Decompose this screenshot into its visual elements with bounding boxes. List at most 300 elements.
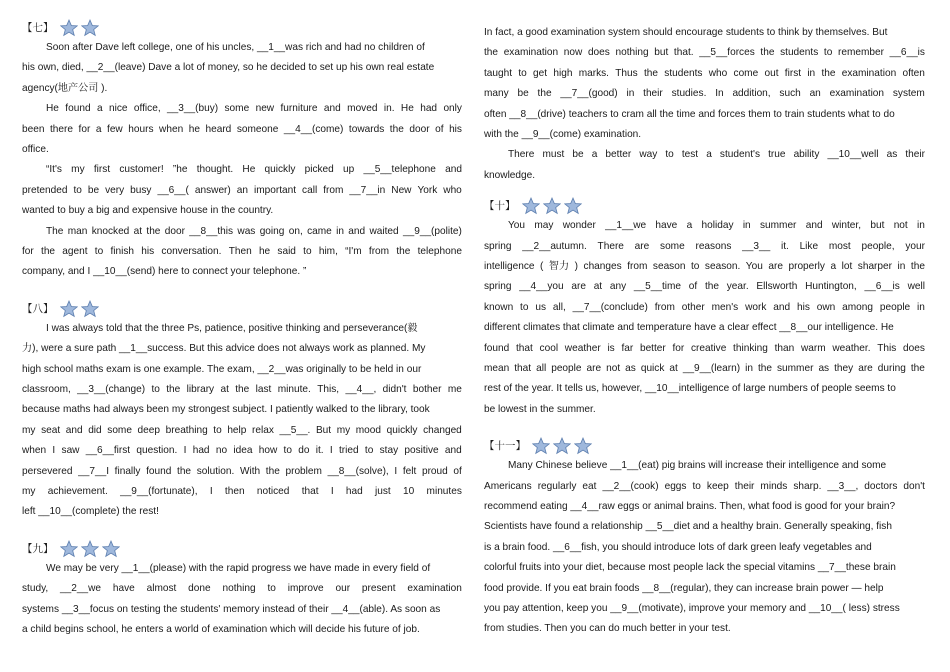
word: other — [681, 301, 705, 313]
word: __9__(fortunate), — [120, 486, 198, 497]
word: an — [809, 88, 821, 100]
word: __6__( — [157, 184, 189, 196]
word: doctors — [864, 480, 898, 492]
word: examination — [503, 47, 559, 59]
word: York — [417, 184, 438, 196]
word: sharp. — [793, 480, 822, 492]
text-line: from studies. Then you can do much better in your test. — [484, 623, 731, 635]
word: only — [443, 103, 462, 115]
text-line — [484, 299, 925, 317]
word: persevered — [22, 465, 73, 477]
word: help — [227, 424, 247, 436]
word: __7__(good) — [560, 88, 618, 100]
word: year. — [726, 281, 749, 293]
word: his — [449, 123, 462, 135]
word: proud — [421, 465, 448, 477]
word: better — [639, 342, 666, 354]
word: way — [639, 149, 658, 161]
word: tried — [338, 445, 359, 457]
text-line — [484, 85, 925, 103]
word: that — [514, 363, 532, 374]
word: examination — [829, 88, 885, 100]
word: positive — [404, 445, 439, 457]
word: 智力 — [548, 261, 570, 272]
word: examination — [407, 583, 462, 595]
word: a — [96, 103, 103, 115]
text-line: food provide. If you eat brain foods __8__(regular), they can increase brain power — help — [484, 582, 884, 594]
text-line — [484, 146, 925, 164]
word: __8__(solve), — [327, 465, 389, 477]
star-icon — [102, 540, 120, 558]
word: I — [183, 445, 187, 457]
word: properly — [788, 261, 825, 272]
word: mood — [355, 424, 382, 436]
word: to — [283, 445, 292, 457]
word: pretended — [22, 184, 68, 196]
text-line: rest of the year. It tells us, however, __10__intelligence of large numbers of people seems to — [484, 383, 896, 395]
word: __4__, — [345, 384, 377, 395]
word: most — [828, 240, 851, 252]
word: __5__forces — [699, 47, 755, 59]
word: are — [586, 363, 602, 374]
word: for — [78, 123, 91, 135]
text-line — [484, 278, 925, 296]
word: people — [551, 363, 582, 374]
word: warm — [800, 342, 826, 354]
word: ”he — [172, 164, 188, 176]
word: changed — [423, 424, 462, 436]
word: __9__(polite) — [402, 225, 462, 237]
text-line: company, and I __10__(send) here to connect your telephone. ” — [22, 266, 307, 278]
text-line: 力), were a sure path __1__success. But this advice does not always work as planned. My — [22, 343, 426, 355]
word: is — [607, 342, 615, 354]
word: With — [239, 465, 261, 477]
word: almost — [146, 583, 177, 595]
text-line — [22, 182, 462, 200]
word: the — [166, 384, 181, 395]
word: minds — [760, 480, 788, 492]
word: I — [52, 445, 56, 457]
word: busy — [130, 184, 152, 196]
word: was — [237, 225, 256, 237]
word: __9__(learn) — [682, 363, 741, 374]
word: system — [892, 88, 925, 100]
word: __1__we — [605, 220, 647, 232]
word: any — [609, 281, 627, 293]
word: all — [536, 363, 547, 374]
word: office, — [133, 103, 161, 115]
word: true — [768, 149, 786, 161]
word: quickly — [386, 424, 418, 436]
word: important — [253, 184, 297, 196]
text-line — [22, 463, 462, 481]
word: There — [508, 149, 535, 161]
word: bother — [412, 384, 442, 395]
star-icon — [81, 300, 99, 318]
word: and — [444, 445, 462, 457]
word: and — [65, 424, 83, 436]
word: He — [400, 103, 414, 115]
word: be — [517, 88, 529, 100]
word: season — [652, 261, 686, 272]
text-line — [484, 478, 925, 496]
word: In — [715, 88, 724, 100]
section-title-jiu — [22, 538, 120, 560]
word: that. — [673, 47, 694, 59]
text-line: colorful fruits into your diet, because most people lack the special vitamins __7__these brain — [484, 562, 896, 574]
word: does — [903, 342, 925, 354]
word: study, — [22, 583, 49, 595]
text-line: because maths had always been my strongest subject. I patiently walked to the library, took — [22, 404, 430, 416]
word: and — [348, 225, 366, 237]
word: come — [733, 67, 759, 79]
word: saw — [61, 445, 80, 457]
word: my — [22, 424, 36, 436]
word: students — [780, 47, 819, 59]
word: him, — [318, 246, 338, 257]
word: few — [107, 123, 123, 135]
word: __4__(come) — [283, 123, 344, 135]
word: to — [94, 246, 104, 257]
word: now — [563, 47, 583, 59]
word: __7__in — [349, 184, 386, 196]
text-line — [484, 65, 925, 83]
word: who — [443, 184, 462, 196]
word: quickly — [264, 164, 296, 176]
word: to — [520, 301, 529, 313]
text-line: with the __9__(come) examination. — [484, 129, 642, 140]
text-line: We may be very __1__(please) with the rapid progress we have made in every field of — [46, 562, 431, 574]
word: had — [192, 445, 210, 457]
word: to — [213, 424, 222, 436]
word: at — [220, 384, 229, 395]
text-line: I was always told that the three Ps, patience, positive thinking and perseverance(毅 — [46, 322, 418, 334]
word: season. — [704, 261, 741, 272]
word: often — [902, 67, 925, 79]
word: to — [364, 445, 374, 457]
word: relax — [252, 424, 274, 436]
word: out — [764, 67, 779, 79]
word: a — [830, 261, 837, 272]
word: __3__(change) — [77, 384, 146, 395]
word: do — [298, 445, 310, 457]
word: __7__(conclude) — [572, 301, 648, 313]
word: are — [768, 261, 783, 272]
word: of — [688, 281, 698, 293]
word: the — [396, 246, 411, 257]
word: and — [773, 301, 791, 313]
word: I — [329, 445, 333, 457]
word: __4__you — [519, 281, 564, 293]
star-icon — [574, 437, 592, 455]
word: us — [535, 301, 546, 313]
word: quick — [640, 363, 665, 374]
word: are — [858, 363, 873, 374]
word: __6__is — [864, 281, 900, 293]
word: __6__is — [889, 47, 925, 59]
word: from — [368, 246, 390, 257]
text-line — [22, 161, 462, 179]
word: This — [877, 342, 897, 354]
word: a — [95, 123, 102, 135]
word: 10 — [403, 486, 415, 497]
text-line: you pay attention, keep you __9__(motivate), improve your memory and __10__( less) stress — [484, 603, 900, 614]
word: library — [186, 384, 215, 395]
word: how — [258, 445, 278, 457]
word: and — [323, 103, 341, 115]
word: changes — [583, 261, 622, 272]
word: to — [73, 184, 82, 196]
word: in. — [383, 103, 395, 115]
word: had — [345, 486, 363, 497]
word: in — [917, 301, 925, 313]
word: New — [391, 184, 412, 196]
text-line — [22, 442, 462, 460]
word: sharper — [857, 261, 893, 272]
word: of — [453, 465, 462, 477]
word: someone — [236, 123, 279, 135]
word: __5__time — [633, 281, 682, 293]
section-title-ba — [22, 298, 99, 320]
word: thinking — [733, 342, 768, 354]
word: students — [664, 67, 703, 79]
word: very — [105, 184, 125, 196]
word: But — [315, 424, 332, 436]
word: been — [22, 123, 45, 135]
word: classroom, — [22, 384, 71, 395]
text-line: a child begins school, he enters a world of examination which will decide his future of job. — [22, 624, 420, 635]
word: taught — [484, 67, 513, 79]
word: __10__well — [827, 149, 879, 161]
word: their — [643, 88, 663, 100]
word: wonder — [562, 220, 596, 232]
word: moved — [347, 103, 378, 115]
word: furniture — [280, 103, 318, 115]
word: reasons — [695, 240, 732, 252]
word: does — [587, 47, 610, 59]
word: people — [879, 301, 911, 313]
word: felt — [402, 465, 417, 477]
word: There — [597, 240, 624, 252]
word: must — [542, 149, 565, 161]
word: solution. — [196, 465, 235, 477]
word: eggs — [664, 480, 687, 492]
word: in — [745, 363, 753, 374]
word: did — [88, 424, 102, 436]
word: to — [692, 480, 701, 492]
word: problem — [285, 465, 322, 477]
word: and — [445, 164, 462, 176]
word: as — [886, 149, 898, 161]
word: no — [215, 445, 228, 457]
word: mean — [484, 363, 510, 374]
difficulty-stars — [60, 540, 120, 558]
word: new — [255, 103, 275, 115]
word: Americans — [484, 480, 532, 492]
text-line — [484, 44, 925, 62]
word: from — [323, 184, 344, 196]
word: found — [146, 465, 172, 477]
word: deep — [137, 424, 161, 436]
text-line — [22, 223, 462, 241]
word: among — [842, 301, 873, 313]
word: door — [164, 225, 185, 237]
word: the — [484, 47, 499, 59]
word: breathing — [165, 424, 208, 436]
word: idea — [233, 445, 253, 457]
text-line: is a brain food. __6__fish, you should introduce lots of dark green leafy vegetables and — [484, 541, 872, 553]
word: last — [255, 384, 272, 395]
word: nothing — [615, 47, 649, 59]
section-title-qi — [22, 17, 99, 39]
word: of — [435, 123, 444, 135]
word: my — [336, 424, 351, 436]
word: my — [22, 486, 36, 497]
word: The — [46, 225, 64, 237]
word: thought. — [196, 164, 234, 176]
word: “It's — [46, 164, 62, 176]
text-line — [22, 243, 462, 261]
word: when — [22, 445, 47, 457]
word: to — [690, 261, 700, 272]
word: knocked — [91, 225, 130, 237]
word: men's — [711, 301, 739, 313]
word: than — [774, 342, 795, 354]
word: be — [87, 184, 100, 196]
text-line: recommend eating __4__raw eggs or animal brains. Then, what food is good for your brain? — [484, 501, 896, 512]
word: finish — [110, 246, 135, 257]
word: well — [907, 281, 925, 293]
star-icon — [553, 437, 571, 455]
word: __5__telephone — [363, 164, 436, 176]
word: the — [910, 363, 925, 374]
word: I — [209, 486, 213, 497]
word: holiday — [701, 220, 734, 232]
word: to — [267, 583, 276, 595]
word: to — [303, 246, 312, 257]
star-icon — [564, 197, 582, 215]
word: to — [151, 384, 160, 395]
text-line — [22, 422, 462, 440]
word: the — [41, 246, 56, 257]
text-line — [484, 238, 925, 256]
word: answer) — [194, 184, 231, 196]
word: creative — [690, 342, 727, 354]
word: high — [553, 67, 573, 79]
text-line: his own, died, __2__(leave) Dave a lot of money, so he decided to set up his own real estate — [22, 62, 435, 74]
word: an — [236, 184, 248, 196]
word: weather — [564, 342, 601, 354]
word: have — [112, 583, 135, 595]
word: Like — [799, 240, 819, 252]
word: then — [224, 486, 245, 497]
word: didn't — [382, 384, 407, 395]
word: the — [177, 465, 192, 477]
text-line: different climates that climate and temperature have a clear effect __8__our intelligence. He — [484, 322, 894, 334]
word: some — [660, 240, 685, 252]
word: all, — [552, 301, 566, 313]
word: the — [146, 225, 161, 237]
section-number: 【八】 — [22, 302, 54, 315]
text-line: systems __3__focus on testing the students' memory instead of their __4__(able). As soon as — [22, 603, 441, 615]
word: towards — [348, 123, 385, 135]
word: __3__(buy) — [167, 103, 219, 115]
word: not — [893, 220, 908, 232]
word: the — [235, 384, 250, 395]
word: for — [22, 246, 34, 257]
word: nice — [108, 103, 128, 115]
word: “I'm — [345, 246, 362, 257]
word: conversation. — [161, 246, 222, 257]
word: our — [335, 583, 351, 595]
word: student's — [719, 149, 760, 161]
word: noticed — [256, 486, 290, 497]
text-line — [22, 121, 462, 139]
word: as — [818, 363, 830, 374]
difficulty-stars — [532, 437, 592, 455]
word: own — [816, 301, 836, 313]
word: going — [259, 225, 285, 237]
word: his — [796, 301, 810, 313]
word: summer — [759, 220, 797, 232]
word: that — [515, 342, 533, 354]
word: it. — [315, 445, 324, 457]
word: telephone — [417, 246, 462, 257]
word: his — [141, 246, 155, 257]
word: the — [265, 465, 280, 477]
word: Thus — [615, 67, 638, 79]
word: spring — [484, 240, 512, 252]
word: minutes — [426, 486, 462, 497]
word: intelligence — [484, 261, 535, 272]
word: are — [571, 281, 586, 293]
word: keep — [706, 480, 729, 492]
word: but — [870, 220, 885, 232]
word: don't — [903, 480, 925, 492]
word: remember — [837, 47, 884, 59]
text-line: Soon after Dave left college, one of his uncles, __1__was rich and had no children of — [46, 42, 425, 53]
word: to — [823, 47, 833, 59]
word: customer! — [119, 164, 164, 176]
word: far — [621, 342, 634, 354]
difficulty-stars — [60, 300, 99, 318]
word: ability — [793, 149, 820, 161]
word: a — [686, 220, 693, 232]
word: __2__autumn. — [522, 240, 587, 252]
word: first — [784, 67, 802, 79]
star-icon — [532, 437, 550, 455]
word: may — [534, 220, 554, 232]
word: winter, — [831, 220, 862, 232]
word: finally — [114, 465, 141, 477]
word: he — [188, 123, 200, 135]
word: __2__we — [60, 583, 102, 595]
word: my — [71, 164, 85, 176]
word: I — [394, 465, 398, 477]
word: Ellsworth — [756, 281, 798, 293]
word: He — [242, 164, 256, 176]
word: examination — [841, 67, 897, 79]
word: lot — [841, 261, 853, 272]
word: spring — [484, 281, 512, 293]
word: many — [484, 88, 509, 100]
word: such — [779, 88, 801, 100]
word: in — [626, 88, 635, 100]
section-number: 【九】 — [22, 542, 54, 555]
word: call — [302, 184, 318, 196]
text-line — [22, 580, 462, 598]
word: it. — [780, 240, 789, 252]
